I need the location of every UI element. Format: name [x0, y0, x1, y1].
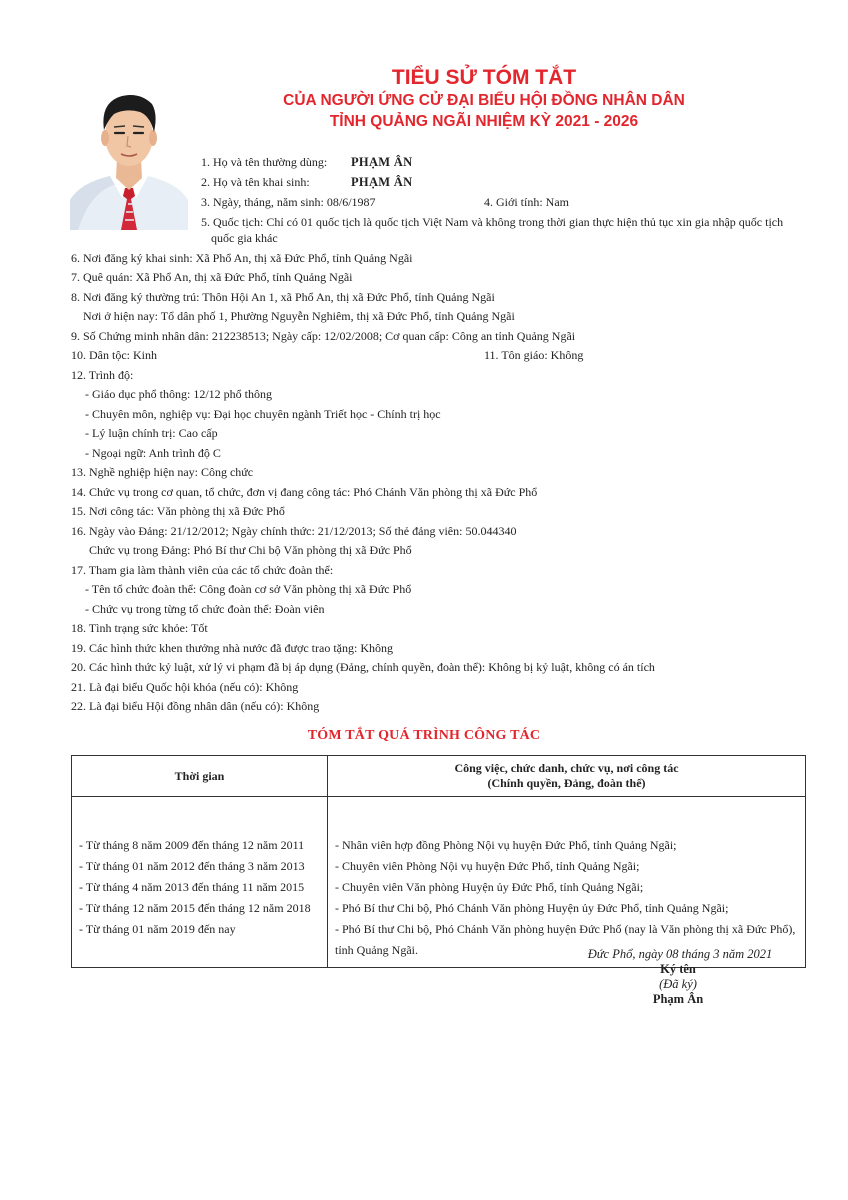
career-table-header [72, 756, 806, 797]
field-health: 18. Tình trạng sức khỏe: Tốt [71, 621, 208, 635]
signature-place-date: Đức Phổ, ngày 08 tháng 3 năm 2021 [587, 947, 773, 961]
field-occupation: 13. Nghề nghiệp hiện nay: Công chức [71, 465, 254, 479]
field-ethnicity: 10. Dân tộc: Kinh [71, 348, 157, 362]
field-birth-name-label: 2. Họ và tên khai sinh: [201, 175, 310, 189]
field-gender: 4. Giới tính: Nam [484, 195, 570, 209]
list-item: - Từ tháng 8 năm 2009 đến tháng 12 năm 2011 [79, 838, 305, 852]
person-icon [70, 80, 188, 230]
field-birth-name: PHẠM ÂN [351, 175, 413, 189]
field-workplace: 15. Nơi công tác: Văn phòng thị xã Đức Phổ [71, 504, 285, 518]
field-hometown: 7. Quê quán: Xã Phổ An, thị xã Đức Phổ, tỉnh Quảng Ngãi [71, 270, 353, 284]
field-party-admission: 16. Ngày vào Đảng: 21/12/2012; Ngày chính thức: 21/12/2013; Số thẻ đảng viên: 50.044340 [71, 524, 517, 538]
field-birth-registration: 6. Nơi đăng ký khai sinh: Xã Phổ An, thị xã Đức Phổ, tỉnh Quảng Ngãi [71, 251, 413, 265]
field-position: 14. Chức vụ trong cơ quan, tổ chức, đơn vị đang công tác: Phó Chánh Văn phòng thị xã Đức Phổ [71, 485, 538, 499]
career-section-title: TÓM TẮT QUÁ TRÌNH CÔNG TÁC [307, 728, 541, 743]
field-political-theory: - Lý luận chính trị: Cao cấp [85, 426, 218, 440]
field-awards: 19. Các hình thức khen thưởng nhà nước đã được trao tặng: Không [71, 641, 393, 655]
field-permanent-residence: 8. Nơi đăng ký thường trú: Thôn Hội An 1, xã Phổ An, thị xã Đức Phổ, tỉnh Quảng Ngãi [71, 290, 495, 304]
field-foreign-language: - Ngoại ngữ: Anh trình độ C [85, 446, 221, 460]
column-time [72, 756, 328, 797]
field-religion: 11. Tôn giáo: Không [484, 348, 584, 362]
field-birth-date: 3. Ngày, tháng, năm sinh: 08/6/1987 [201, 195, 376, 209]
field-current-residence: Nơi ở hiện nay: Tổ dân phố 1, Phường Nguyễn Nghiêm, thị xã Đức Phổ, tỉnh Quảng Ngãi [83, 309, 515, 323]
column-job-label: Công việc, chức danh, chức vụ, nơi công tác [454, 761, 679, 775]
field-specialization: - Chuyên môn, nghiệp vụ: Đại học chuyên ngành Triết học - Chính trị học [85, 407, 441, 421]
document-subtitle: CỦA NGƯỜI ỨNG CỬ ĐẠI BIỂU HỘI ĐỒNG NHÂN DÂN [283, 92, 685, 109]
field-education-heading: 12. Trình độ: [71, 368, 134, 382]
field-organization-name: - Tên tổ chức đoàn thể: Công đoàn cơ sở Văn phòng thị xã Đức Phổ [85, 582, 412, 596]
field-common-name-label: 1. Họ và tên thường dùng: [201, 155, 328, 169]
list-item: - Nhân viên hợp đồng Phòng Nội vụ huyện Đức Phổ, tỉnh Quảng Ngãi; [335, 838, 677, 852]
list-item: - Phó Bí thư Chi bộ, Phó Chánh Văn phòng huyện Đức Phổ (nay là Văn phòng thị xã Đức Phổ), tỉnh Quảng Ngãi. [335, 922, 796, 957]
field-national-assembly: 21. Là đại biểu Quốc hội khóa (nếu có): Không [71, 680, 299, 694]
field-id-card: 9. Số Chứng minh nhân dân: 212238513; Ngày cấp: 12/02/2008; Cơ quan cấp: Công an tỉnh Quảng Ngãi [71, 329, 576, 343]
list-item: - Phó Bí thư Chi bộ, Phó Chánh Văn phòng Huyện ủy Đức Phổ, tỉnh Quảng Ngãi; [335, 901, 729, 915]
list-item: - Từ tháng 01 năm 2012 đến tháng 3 năm 2013 [79, 859, 305, 873]
field-nationality-cont: quốc gia khác [211, 231, 278, 245]
portrait-photo [70, 80, 188, 230]
field-discipline: 20. Các hình thức kỷ luật, xử lý vi phạm đã bị áp dụng (Đảng, chính quyền, đoàn thể): Không bị kỷ luật, không có án tích [71, 660, 655, 674]
table-row [72, 797, 806, 968]
list-item: - Từ tháng 01 năm 2019 đến nay [79, 922, 236, 936]
column-job-sublabel: (Chính quyền, Đảng, đoàn thể) [487, 776, 646, 790]
list-item: - Từ tháng 12 năm 2015 đến tháng 12 năm 2018 [79, 901, 311, 915]
career-table [71, 755, 806, 968]
field-party-position: Chức vụ trong Đảng: Phó Bí thư Chi bộ Văn phòng thị xã Đức Phổ [89, 543, 412, 557]
field-nationality: 5. Quốc tịch: Chỉ có 01 quốc tịch là quốc tịch Việt Nam và không trong thời gian thực hiện thủ tục xin gia nhập quốc tịch [201, 215, 784, 229]
signature-label: Ký tên [660, 962, 696, 976]
column-time-label: Thời gian [174, 768, 225, 783]
list-item: - Chuyên viên Phòng Nội vụ huyện Đức Phổ, tỉnh Quảng Ngãi; [335, 859, 640, 873]
list-item: - Chuyên viên Văn phòng Huyện ủy Đức Phổ, tỉnh Quảng Ngãi; [335, 880, 644, 894]
document-title: TIỂU SỬ TÓM TẮT [391, 66, 577, 89]
field-general-education: - Giáo dục phổ thông: 12/12 phổ thông [85, 387, 272, 401]
field-peoples-council: 22. Là đại biểu Hội đồng nhân dân (nếu có): Không [71, 699, 320, 713]
job-list [328, 797, 806, 968]
document-subtitle-term: TỈNH QUẢNG NGÃI NHIỆM KỲ 2021 - 2026 [329, 113, 639, 130]
signature-status: (Đã ký) [659, 977, 697, 991]
period-list [72, 797, 328, 968]
field-organization-role: - Chức vụ trong từng tổ chức đoàn thể: Đoàn viên [85, 602, 325, 616]
field-organizations-heading: 17. Tham gia làm thành viên của các tổ chức đoàn thể: [71, 563, 334, 577]
signature-name: Phạm Ân [652, 992, 704, 1006]
field-common-name: PHẠM ÂN [351, 155, 413, 169]
column-job [328, 756, 806, 797]
list-item: - Từ tháng 4 năm 2013 đến tháng 11 năm 2015 [79, 880, 305, 894]
